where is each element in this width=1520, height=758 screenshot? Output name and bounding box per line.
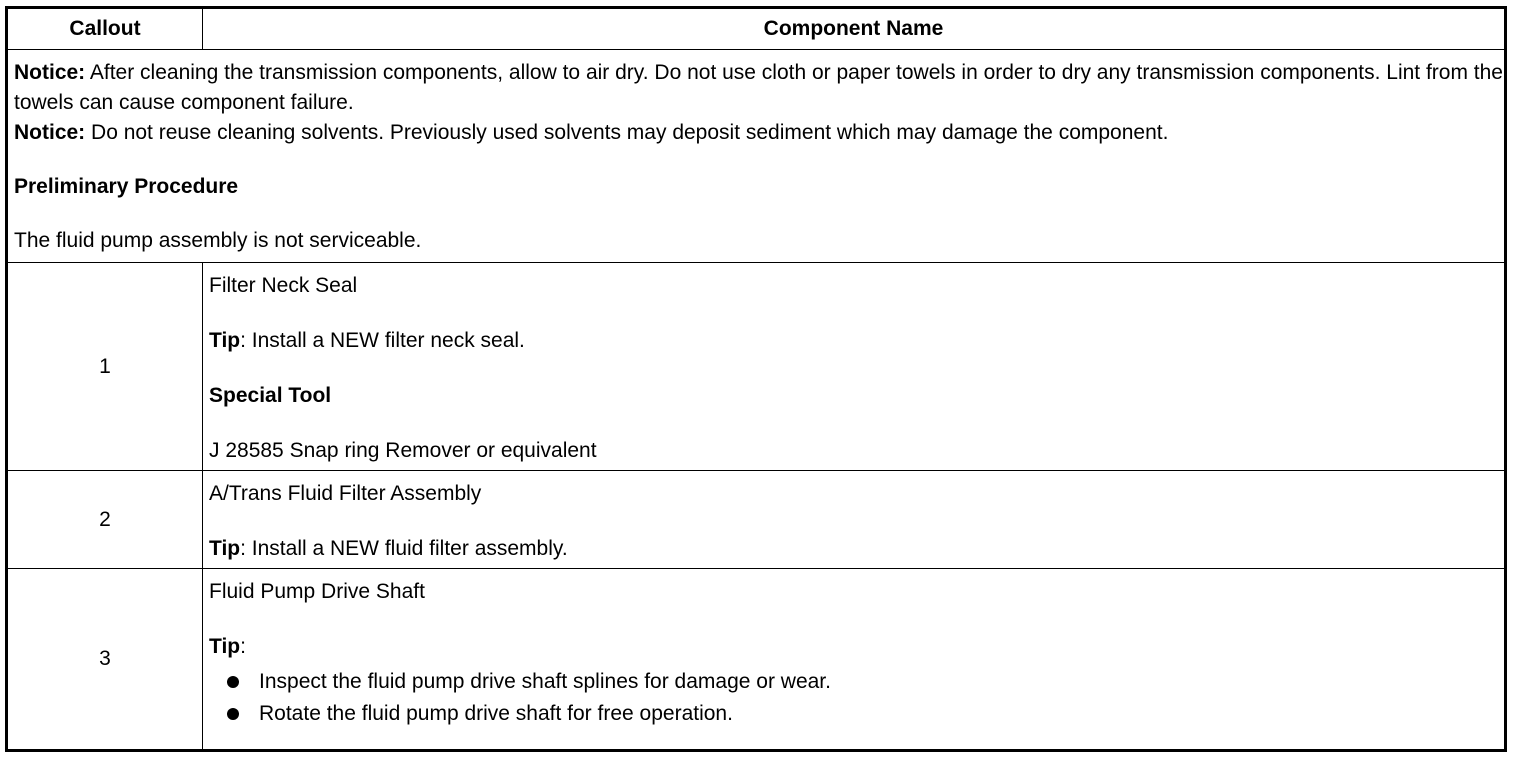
component-cell — [203, 471, 1505, 569]
list-item — [227, 698, 1504, 730]
callout-cell: 3 — [8, 569, 203, 750]
notice-label: Notice: — [14, 61, 86, 84]
notice-text: Do not reuse cleaning solvents. Previously used solvents may deposit sediment which may damage the component. — [85, 121, 1169, 144]
tip-label: Tip — [209, 537, 241, 560]
notice-label: Notice: — [14, 121, 86, 144]
component-cell — [203, 263, 1505, 471]
bullet-icon — [227, 708, 239, 720]
procedure-table — [7, 8, 1505, 750]
list-item — [227, 666, 1504, 698]
tip-paragraph — [209, 534, 1504, 564]
bullet-icon — [227, 676, 239, 688]
list-item-text: Rotate the fluid pump drive shaft for free operation. — [259, 702, 733, 725]
callout-cell: 2 — [8, 471, 203, 569]
callout-cell: 1 — [8, 263, 203, 471]
component-name: Fluid Pump Drive Shaft — [209, 580, 425, 603]
notice-paragraph-2 — [14, 118, 1504, 148]
notice-row — [8, 50, 1505, 263]
preliminary-procedure-text: The fluid pump assembly is not serviceable. — [14, 229, 422, 252]
special-tool-heading — [209, 381, 1504, 411]
tip-bullet-list — [209, 666, 1504, 730]
tip-text: : — [240, 635, 246, 658]
table-row — [8, 569, 1505, 750]
notice-cell — [8, 50, 1505, 263]
table-header-row — [8, 9, 1505, 50]
tip-text: : Install a NEW fluid filter assembly. — [240, 537, 568, 560]
callout-column-header: Callout — [8, 9, 203, 50]
special-tool-heading-text: Special Tool — [209, 384, 332, 407]
component-cell — [203, 569, 1505, 750]
special-tool-text: J 28585 Snap ring Remover or equivalent — [209, 439, 597, 462]
preliminary-procedure-heading — [14, 172, 1504, 202]
table-row — [8, 471, 1505, 569]
procedure-table-container — [5, 6, 1507, 752]
tip-paragraph — [209, 632, 1504, 662]
table-row — [8, 263, 1505, 471]
tip-label: Tip — [209, 635, 241, 658]
component-name-column-header: Component Name — [203, 9, 1505, 50]
component-name: A/Trans Fluid Filter Assembly — [209, 482, 482, 505]
preliminary-procedure-heading-text: Preliminary Procedure — [14, 175, 239, 198]
component-name: Filter Neck Seal — [209, 274, 358, 297]
list-item-text: Inspect the fluid pump drive shaft splines for damage or wear. — [259, 670, 831, 693]
tip-label: Tip — [209, 329, 241, 352]
tip-text: : Install a NEW filter neck seal. — [240, 329, 525, 352]
notice-text: After cleaning the transmission components, allow to air dry. Do not use cloth or paper towels in order to dry any transmission components. Lint from the towels can cause component failure. — [14, 61, 1503, 114]
notice-paragraph-1 — [14, 58, 1504, 118]
tip-paragraph — [209, 326, 1504, 356]
